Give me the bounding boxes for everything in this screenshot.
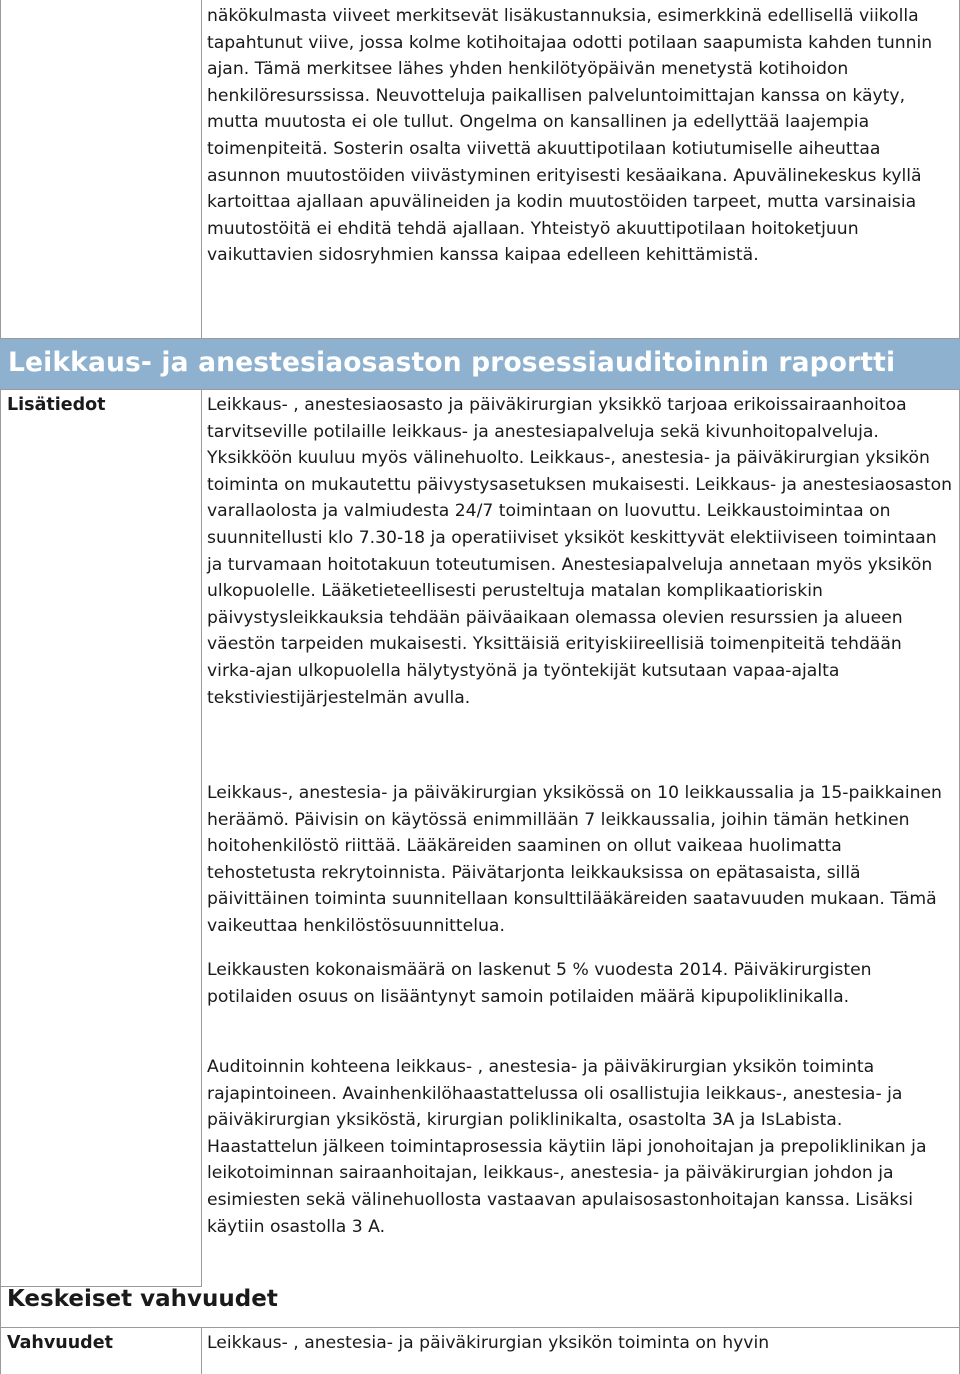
table-border-left xyxy=(0,0,1,338)
row-divider-keskeiset-bottom xyxy=(0,1327,960,1328)
vahvuudet-text: Leikkaus- , anestesia- ja päiväkirurgian yksikön toiminta on hyvin xyxy=(207,1333,770,1353)
vahvuudet-label: Vahvuudet xyxy=(7,1333,113,1353)
lisatiedot-paragraph-3: Leikkausten kokonaismäärä on laskenut 5 % vuodesta 2014. Päiväkirurgisten potilaiden osuus on lisääntynyt samoin potilaiden määrä kipupoliklinikalla. xyxy=(207,960,872,1007)
table-column-divider-bottom xyxy=(201,1327,202,1374)
continued-paragraph: näkökulmasta viiveet merkitsevät lisäkustannuksia, esimerkkinä edellisellä viikolla tapahtunut viive, jossa kolme kotihoitajaa odotti potilaan saapumista kahden tunnin ajan. Tämä merkitsee lähes yhden henkilötyöpäivän menetystä kotihoidon henkilöresurssissa. Neuvotteluja paikallisen palveluntoimittajan kanssa on käyty, mutta muutosta ei ole tullut. Ongelma on kansallinen ja edellyttää laajempia toimenpiteitä. Sosterin osalta viivettä akuuttipotilaan kotiutumiselle aiheuttaa asunnon muutostöiden viivästyminen erityisesti kesäaikana. Apuvälinekeskus kyllä kartoittaa ajallaan apuvälineiden ja kodin muutostöiden tarpeet, mutta varsinaisia muutostöitä ei ehditä tehdä ajallaan. Yhteistyö akuuttipotilaan hoitoketjuun vaikuttavien sidosryhmien kanssa kaipaa edelleen kehittämistä. xyxy=(207,6,933,266)
lisatiedot-paragraph-4: Auditoinnin kohteena leikkaus- , anestesia- ja päiväkirurgian yksikön toiminta rajapintoineen. Avainhenkilöhaastattelussa oli osallistujia leikkaus-, anestesia- ja päiväkirurgian yksiköstä, kirurgian poliklinikalta, osastolta 3A ja IsLabista. Haastattelun jälkeen toimintaprosessia käytiin läpi jonohoitajan ja prepoliklinikan ja leikotoiminnan sairaanhoitajan, leikkaus-, anestesia- ja päiväkirurgian johdon ja esimiesten sekä välinehuollosta vastaavan apulaisosastonhoitajan kanssa. Lisäksi käytiin osastolla 3 A. xyxy=(207,1057,927,1237)
report-title: Leikkaus- ja anestesiaosaston prosessiauditoinnin raportti xyxy=(8,347,896,378)
lisatiedot-paragraph-2: Leikkaus-, anestesia- ja päiväkirurgian yksikössä on 10 leikkaussalia ja 15-paikkainen heräämö. Päivisin on käytössä enimmillään 7 leikkaussalia, joihin tämän hetkinen hoitohenkilöstö riittää. Lääkäreiden saaminen on ollut vaikeaa huolimatta tehostetusta rekrytoinnista. Päivätarjonta leikkauksissa on epätasaista, sillä päivittäinen toiminta suunnitellaan konsulttilääkäreiden saatavuuden mukaan. Tämä vaikeuttaa henkilöstösuunnittelua. xyxy=(207,783,942,936)
lisatiedot-paragraph-1: Leikkaus- , anestesiaosasto ja päiväkirurgian yksikkö tarjoaa erikoissairaanhoitoa tarvitseville potilaille leikkaus- ja anestesiapalveluja sekä kivunhoitopalveluja. Yksikköön kuuluu myös välinehuolto. Leikkaus-, anestesia- ja päiväkirurgian yksikön toiminta on mukautettu päivystysasetuksen mukaisesti. Leikkaus- ja anestesiaosaston varallaolosta ja valmiudesta 24/7 toimintaan on luovuttu. Leikkaustoimintaa on suunnitellusti klo 7.30-18 ja operatiiviset yksiköt keskittyvät elektiiviseen toimintaan ja turvamaan hoitotakuun toteutumisen. Anestesiapalveluja annetaan myös yksikön ulkopuolelle. Lääketieteellisesti perusteltuja matalan komplikaatioriskin päivystysleikkauksia tehdään päiväaikaan olemassa olevien resurssien ja alueen väestön tarpeiden mukaisesti. Yksittäisiä erityiskiireellisiä toimenpiteitä tehdään virka-ajan ulkopuolella hälytystyönä ja työntekijät kutsutaan vapaa-ajalta tekstiviestijärjestelmän avulla. xyxy=(207,395,953,708)
table-column-divider-lower xyxy=(201,390,202,1286)
lisatiedot-label: Lisätiedot xyxy=(7,395,106,415)
table-border-left-lower xyxy=(0,390,1,1374)
table-column-divider-top xyxy=(201,0,202,338)
keskeiset-vahvuudet-heading: Keskeiset vahvuudet xyxy=(7,1286,278,1312)
report-title-banner xyxy=(0,338,960,390)
